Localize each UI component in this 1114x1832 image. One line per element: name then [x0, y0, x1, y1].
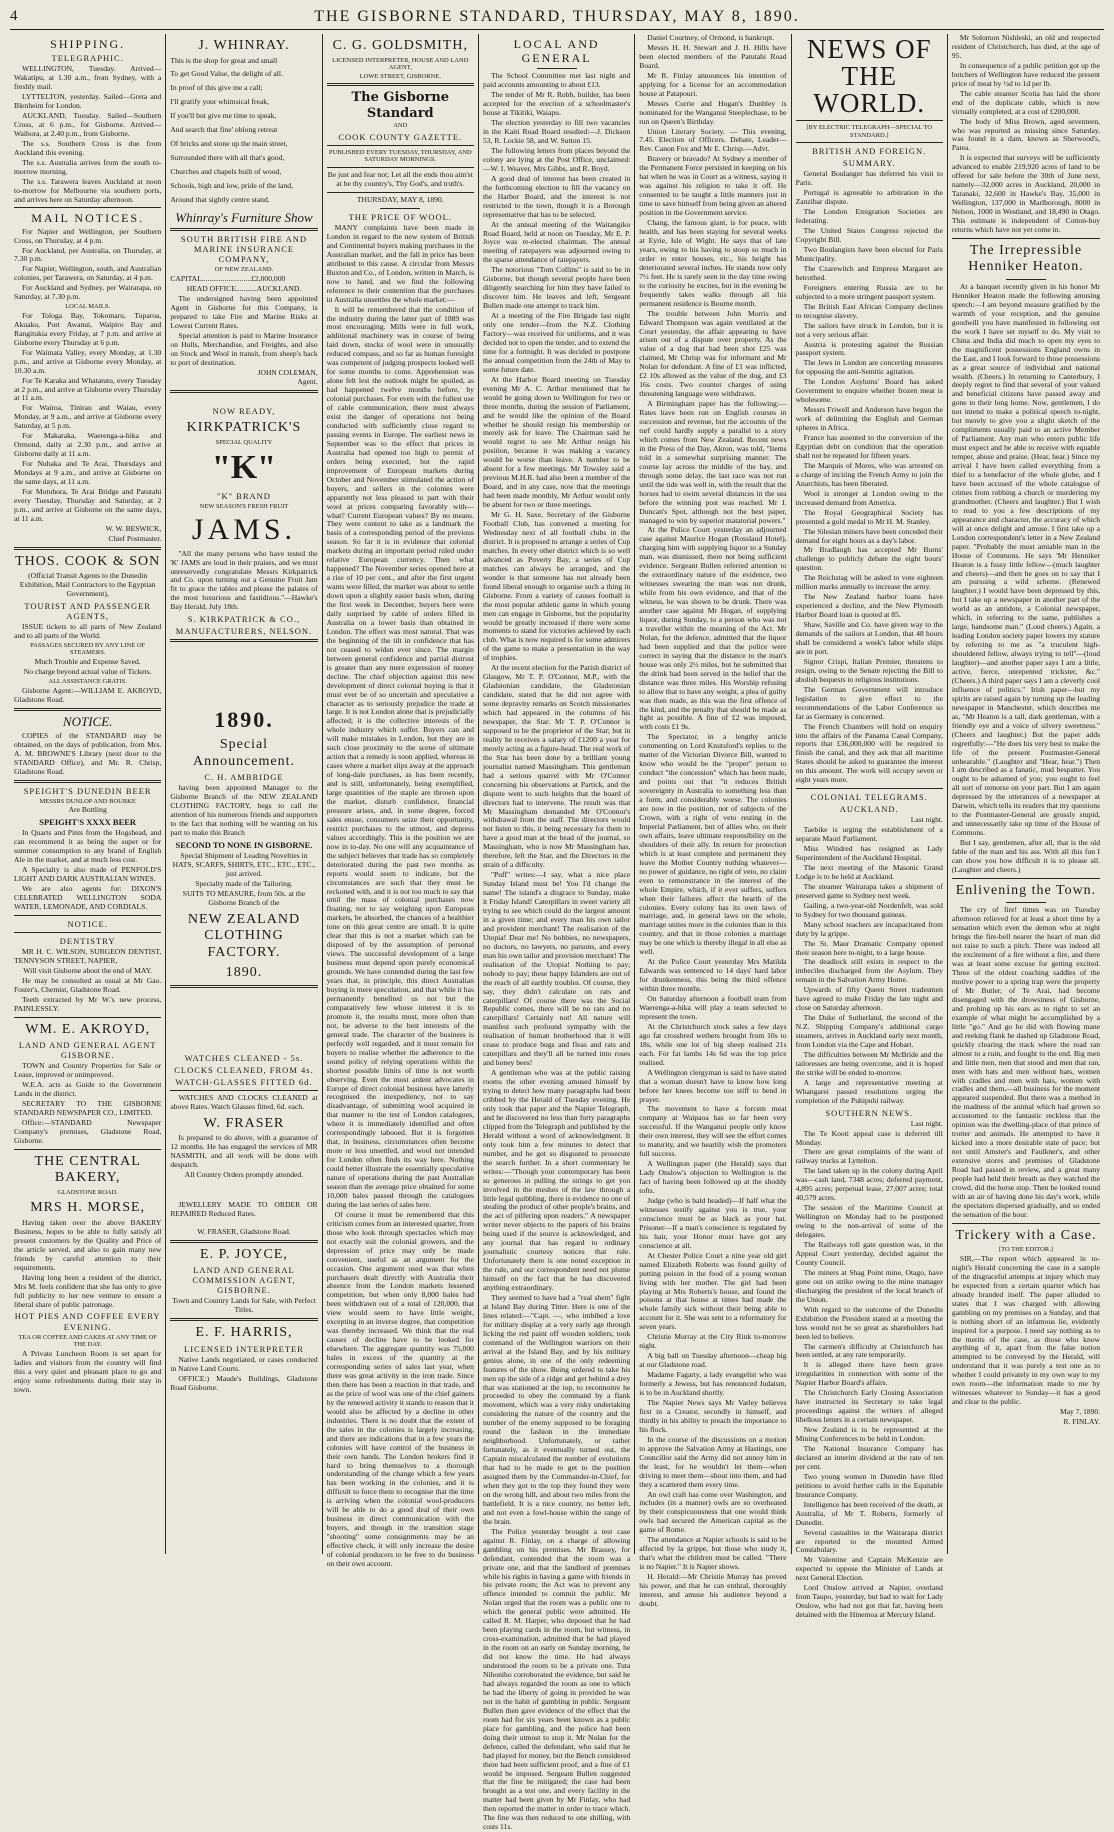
paragraph: Town and Country Lands for Sale, with Perfect Titles. — [172, 1296, 316, 1315]
heading-auckland: AUCKLAND. — [839, 804, 899, 815]
paragraph: The British East African Company declines to recognise slavery. — [795, 301, 943, 320]
paragraph: Lord Onslow arrived at Napier, overland from Taupo, yesterday, but had to wait for Lady Onslow, who had not got that far, having been detained with the Hinemoa at Mercury Island. — [795, 1583, 943, 1620]
paragraph: MANY complaints have been made in London in regard to the new system of British and Continental buyers making purchases in the Australian market, and the fall in price has been attributed to this cause. A circular from Messrs Buxton and Co., of London, written in March, is now to hand, and we find the following reference to their contention that the purchases in Australia unsettles the whole market:— — [326, 223, 474, 304]
paragraph: A Specialty is also made of PENFOLD'S LIGHT AND DARK AUSTRALIAN WINES. — [14, 865, 162, 884]
paragraph: Mr Bradlaugh has accepted Mr Burns' challenge to publicly debate the eight hours' question. — [795, 545, 943, 573]
heading-1890: 1890. — [225, 965, 263, 981]
paragraph: He may be consulted as usual at Mr Gao. Foster's, Chemist, Gladstone Road. — [14, 975, 162, 994]
paragraph: It is expected that surveys will be sufficiently advanced to enable 219,920 acres of land to be offered for sale before the 30th of June next, namely—32,000 acres in Auckland, 20,000 in Taranaki, 32,600 in Hawke's Bay, 35,000 in Wellington, 137,000 in Marlborough, 8000 in Nelson, 1000 in Westland, and 18,490 in Otago. This estimate is independent of Cotton-buy returns which have not yet come in. — [951, 153, 1101, 235]
paragraph: The Jews in London are concerting measures for opposing the anti-Semitic agitation. — [795, 358, 943, 377]
paragraph: Wool is stronger at London owing to the increased demand from America. — [795, 488, 943, 507]
signature: Chief Postmaster. — [108, 533, 162, 543]
heading-notice: NOTICE. — [62, 713, 113, 729]
poem-line: Of bricks and stone up the main street, — [170, 139, 288, 149]
paragraph: The New Zealand harbor loans have experienced a decline, and the New Plymouth Harbor Board loan is quoted at 85. — [795, 592, 943, 620]
poem-line: Around that sightly centre stand. — [170, 195, 270, 205]
paragraph: At the recent election for the Parish district of Glasgow, Mr T. P. O'Connor, M.P., with the Gladstonian candidate, the Gladstonian candidate, stated that he did not agree with some depravity remarks on Scotch missionaries which had appeared in the columns of his newspaper, the Star. Mr T. P. O'Connor is supposed to be the proprietor of the Star; but in reality he receives a salary of £1200 a year for merely acting as a figure-head. The real work of the Star has been done by a brilliant young journalist named Massingham. This gentleman had a serious quarrel with Mr O'Connor concerning his observations at Partick, and the dispute went to such heights that the board of directors had to intervene. The result was that Mr Massingham demanded Mr O'Connor's withdrawal from the staff. The directors would not listen to this, it being necessary for them to have a good man at the head of the journal, so Massingham, who is now Mr Massingham has, therefore, left the Star, and the Directors in the strain of a difficulty. — [482, 663, 631, 870]
heading-summary: SUMMARY. — [842, 158, 896, 169]
divider — [170, 228, 317, 231]
paragraph: Austria is protesting against the Russian passport system. — [795, 339, 943, 358]
paragraph: All Country Orders promptly attended. — [184, 1170, 304, 1180]
paragraph: The next meeting of the Masonic Grand Lodge is to be held at Auckland. — [795, 862, 943, 881]
divider — [170, 1240, 317, 1243]
paragraph: The United States Congress rejected the Copyright Bill. — [795, 226, 943, 245]
paragraph: A good deal of interest has been created in the forthcoming election to fill the vacancy on the Harbor Board, and the interest is not restricted to the town, though it is a Borough representative that has to be selected. — [482, 173, 631, 219]
paragraph: With regard to the outcome of the Dunedin Exhibition the President stated at a meeting the loss would not be so great as shareholders had been led to believe. — [795, 1304, 943, 1341]
paragraph: The School Committee met last night and paid accounts amounting to about £13. — [482, 71, 631, 90]
paragraph: H. Herald:—Mr Christie Murray has proved his power, and that he can enthral, thoroughly interest, and amuse his audience beyond a doubt. — [639, 1572, 787, 1608]
subheading: MANUFACTURERS, NELSON. — [175, 626, 313, 637]
paragraph: Native Lands negotiated, or cases conducted in Native Land Courts. — [170, 1354, 318, 1373]
paragraph: The cable steamer Scotia has laid the shore end of the duplicate cable, which is now virtually completed, at a cost of £200,000. — [951, 88, 1101, 116]
heading-akroyd: WM. E. AKROYD, — [25, 1021, 151, 1037]
paragraph: Messrs H. H. Stewart and J. H. Hills have been elected members of the Patutahi Road Board. — [639, 42, 787, 70]
subheading: "K" BRAND — [216, 490, 271, 501]
paragraph: Mr G. H. Saxe, Secretary of the Gisborne Football Club, has convened a meeting for Wednesday next of all football clubs in the district. It is proposed to arrange a series of Cup matches. In every other district which is so well advanced as Poverty Bay, a series of Cup matches can always be arranged, and the wonder is that someone has not already been found liberal enough to organise such a thing in Gisborne. From a variety of causes football is the most popular athletic game in which young men can engage in Gisborne, but the popularity would be greatly increased if there were some moments to stand for victories achieved by each club. What is now required is for some admirers of the game to make a presentation in the way of trophies. — [482, 510, 631, 663]
subheading: GLADSTONE ROAD. — [57, 1188, 118, 1196]
masthead-title: THE GISBORNE STANDARD, THURSDAY, MAY 8, 1890. — [314, 7, 800, 25]
paragraph: The Czarewitch and Empress Margaret are betrothed. — [795, 263, 943, 282]
paragraph: The following letters from places beyond the colony are lying at the Post Office, unclaimed:—W. I. Weaver, Mrs Gibbs, and R. Boyd. — [482, 145, 631, 173]
subheading: LICENSED INTERPRETER, HOUSE AND LAND AGENT, — [332, 56, 469, 72]
paragraph: Mr Valentine and Captain McKenzie are expected to oppose the Minister of Lands at next General Election. — [795, 1555, 943, 1583]
subheading: CLOCKS CLEANED, FROM 4s. — [174, 1064, 314, 1075]
column-1 — [10, 34, 166, 1554]
paragraph: Taebike is urging the establishment of a separate Maori Parliament. — [795, 825, 943, 844]
paragraph: For Makaraka, Waerenga-a-hika and Ormond, daily at 2.30 p.m., and arrive at Gisborne daily at 11 a.m. — [14, 431, 162, 459]
paragraph: The undersigned having been appointed Agent in Gisborne for this Company, is prepared to take Fire and Marine Risks at Lowest Current Rates. — [170, 293, 318, 330]
divider — [952, 1223, 1100, 1224]
paragraph: For Waimata Valley, every Monday, at 1.30 p.m., and arrive at Gisborne every Monday, at 10.30 a.m. — [14, 347, 162, 375]
paragraph: The cry of fire! times was on Tuesday afternoon relieved for at least a short time by a sensation which even the demon who at night brings the fire-bell nearer the heart of man did not raise to such a pitch. There was indeed all the excitement of a fire without a fire, and there was at least some excuse for getting excited. Three of the oldest coaching saddles of the motive power to a spring trap were the property of Mr Butler, of Te Arai, had become disengaged with the drowsiness of Gisborne, and probing up his ears as to right to set an example of what might be accomplished by a little "go." And go he did with flowing mane and reeking flank he dashed up Gladstone Road, quickly clearing the track where the road ran almost to a ruin, and fought to the end. Big men and little men, men that stood and men that ran, men with hats and men without hats, women with cradles and men with hats, women with cradles and them,—all business for the moment appeared suspended. But there was a method in the madness of the animal which had grown so accustomed to the fantastic reckless that the opinion was the dwelling-place of that prince of trotter and animals. He attempted to have it kicked into a more desirable state of pace; but not until Amster's and Faulkner's, and other extensive stores and premises of Gladstone Road had passed in review, and a great many people had held their breath as they watched the crowd, did the horse stop. Then he looked round with an air of having done his day's work, while the spectators dispersed gradually, and so ended the sensation of the hour. — [951, 905, 1101, 1219]
paragraph: We are also agents for: DIXON'S CELEBRATED WELLINGTON SODA WATER, LEMONADE, AND CORDIALS. — [14, 884, 162, 911]
heading-mail: MAIL NOTICES. — [31, 211, 145, 226]
heading-special-announcement: Special Announcement. — [192, 737, 295, 769]
heading-news-of-the-world: NEWS OF THE WORLD. — [806, 34, 932, 118]
poem-line: To get Good Value, the delight of all. — [170, 69, 283, 79]
paragraph: The s.s. Southern Cross is due from Auckland this evening. — [14, 138, 162, 157]
heading-local-and-general: LOCAL AND GENERAL — [513, 37, 600, 66]
paragraph: In the course of the discussions on a motion to approve the Salvation Army at Hastings, one Councillor said the Army did not annoy him in the least, for he wouldn't let them—when driving to meet them—shout into them, and had they a scattered them every time. — [639, 1434, 787, 1489]
paragraph: The tender of Mr R. Robb, builder, has been accepted for the erection of a schoolmaster's house at Tikitiki, Waiapu. — [482, 90, 631, 118]
paragraph: The Royal Geographical Society has presented a gold medal to Mr H. M. Stanley. — [795, 507, 943, 526]
paragraph: Having taken over the above BAKERY Business, hopes to be able to fully satisfy all present customers by the Quality and Price of the article served, and also to gain many new friends by careful attention to their requirements. — [14, 1217, 162, 1272]
paragraph: The difficulties between Mr McBride and the tailoresses are being overcome, and it is hoped the strike will be ended to-morrow. — [795, 1050, 943, 1077]
paragraph: A Private Luncheon Room is set apart for ladies and visitors from the country will find this a very quiet and pleasant place to go and enjoy some refreshments during their stay in town. — [14, 1348, 162, 1394]
paragraph: For Napier, Wellington, south, and Australian colonies, per Tarawera, on Saturday, at 4 p.m. — [14, 264, 162, 283]
paragraph: W.E.A. acts as Guide to the Government Lands in the district. — [14, 1080, 162, 1099]
dateline: Last night. — [910, 1118, 943, 1128]
heading-henniker-heaton: The Irrepressible Henniker Heaton. — [968, 242, 1084, 275]
paragraph: A Birmingham paper has the following:—Rates have been run on English courses in succession and revenue, but the accounts of the turf could hardly supply a parallel to a story which comes from New Zealand. Recent news in the Press of the Day, Akron, was told, "Items told in a somewhat surprising manner. The course lay across the middle of the bay, and through some delay, the last race was not run until the tide was well in, with the result that the horses had to swim several distances in the sea before the winning post was reached. Mr J. Duncan's Spot, although not the best paper, managed to win by superior matatorial powers." — [639, 399, 787, 525]
paragraph: The deadlock still exists in respect to the imbeciles discharged from the Asylum. They remain in the Salvation Army Home. — [795, 957, 943, 985]
subheading: [TO THE EDITOR.] — [998, 1246, 1053, 1254]
column-3 — [323, 34, 479, 1569]
divider — [327, 145, 474, 146]
paragraph: Are Bottling — [68, 805, 107, 815]
paragraph: The Marquis of Mores, who was arrested on a charge of inciting the French Army to join the Anarchists, has been liberated. — [795, 460, 943, 488]
paragraph: A Wellington paper (the Herald) says that Lady Onslow's objection to Wellington is the fact of having been followed up at the shoddy tofts. — [639, 1159, 787, 1196]
paragraph: WELLINGTON, Tuesday. Arrived—Wakatipu, at 1.30 a.m., from Sydney, with a freshly mail. — [14, 64, 162, 92]
poem-line: This is the shop for great and small — [170, 55, 278, 65]
paragraph: At a meeting of the Fire Brigade last night only one tender—from the N.Z. Clothing Factory—was received for uniforms, and it was decided not to open the tender, and to extend the time for a fortnight. It was decided to postpone the annual competition from the 24th of May to some future date. — [482, 311, 631, 374]
paragraph: At the Christchurch stock sales a few days ago fat crossbred wethers brought from 10s to 18s, while one lot of big sheep realised 21s each. For fat lambs 14s 6d was the top price realised. — [639, 1021, 787, 1067]
paragraph: The session of the Maritime Council at Wellington on Monday had to be postponed owing to the non-arrival of some of the delegates. — [795, 1203, 943, 1240]
paragraph: Upwards of fifty Queen Street tradesmen have agreed to make Friday the late night and close on Saturday afternoon. — [795, 985, 943, 1013]
paragraph: COPIES of the STANDARD may be obtained, on the days of publication, from Mrs. A. M. BROWNE'S Library (next door to the STANDARD Office), and Mr. R. Chrisp, Gladstone Road. — [14, 730, 162, 776]
heading-notice: NOTICE. — [67, 918, 108, 929]
paragraph: A Wellington clergyman is said to have stated that a woman doesn't have to know how long before her knees become too stiff to bend in prayer. — [639, 1067, 787, 1104]
paragraph: The St. Maur Dramatic Company opened their season here to-night, to a large house. — [795, 938, 943, 957]
divider — [14, 547, 161, 550]
divider — [170, 639, 317, 642]
subheading: LOWE STREET, GISBORNE. — [359, 72, 441, 80]
page-number: 4 — [10, 8, 20, 24]
paragraph: At the Police Court yesterday Mrs Matilda Edwards was sentenced to 14 days' hard labor for drunkenness, this being the third offence within three months. — [639, 957, 787, 994]
heading-morse: MRS H. MORSE, — [30, 1200, 146, 1216]
paragraph: Teeth extracted by Mr W.'s new process, PAINLESSLY. — [14, 994, 162, 1013]
divider — [14, 915, 161, 916]
paragraph: HEAD OFFICE...........AUCKLAND. — [186, 283, 302, 293]
paragraph: Chang, the famous giant, is for peace, with health, and has been staying for several weeks at Eyrie, Isle of Wight. He says that of late years, owing to his having to stoop so much in order to enter houses, etc., his height has deteriorated several inches. He stands now only 7½ feet. He is rarely seen in the day time owing to the curiosity he excites, but in the evening he frequently takes walks through all his permanent residence is Bourne month. — [639, 218, 787, 308]
paragraph: Will visit Gisborne about the end of MAY. — [23, 965, 153, 975]
poem — [170, 57, 317, 205]
paragraph: Christie Murray at the City Rink to-morrow night. — [639, 1332, 787, 1351]
paragraph: France has assented to the conversion of the Egyptian debt on condition that the operation shall not be repeated for fifteen years. — [795, 433, 943, 460]
paragraph: "Puff" writes:—I say, what a nice place Sunday Island must be! You I'd change the name! The island's a disgrace to Sunday, make it Friday Island! Caterpillars in sweet variety all trying to see which could do the largest amount in a given time; and every man his own tailor and provident merchant! The realisation of the Utopia! Dear me! No bobbies, no newspapers, no doctors, no lawyers, no parsons, and every man his own tailor and provision merchant! The realisation of the Utopia! Nothing to pay; nobody to pay; these happy Islanders are out of the reach of all earthly troubles. Of course, they say, they didn't calculate on rats and caterpillars! Of course there was the Social Republic comes, there will be no rats and no caterpillars! Certainly not! All nature will manifest such profound sympathy with the realisation of human brotherhood that it will cease to produce bugs and fleas and rats and caterpillars and they'll all be turned into roses and honey bees! — [482, 870, 631, 1068]
masthead — [10, 4, 1104, 30]
subheading: MESSRS DUNLOP AND BOURKE — [39, 797, 136, 805]
heading-colonial-telegrams: COLONIAL TELEGRAMS. — [810, 792, 928, 803]
paragraph: WATCHES AND CLOCKS CLEANED at above Rates. Watch Glasses fitted, 6d. each. — [170, 1092, 318, 1111]
divider — [796, 120, 943, 121]
poem-line: Churches and chapels built of wood, — [170, 167, 282, 177]
heading-furniture-show: Whinray's Furniture Show — [175, 210, 313, 225]
paragraph: Miss Windred has resigned as Lady Superintendent of the Auckland Hospital. — [795, 844, 943, 862]
subheading: LAND AND GENERAL COMMISSION AGENT, GISBORNE. — [192, 1265, 296, 1296]
paragraph: Union Literary Society. — This evening, 7.45. Election of Officers. Debate, Leader—Rev. Canon Fox and Mr E. Chrisp.—Advt. — [639, 126, 787, 154]
paragraph: At the Harbor Board meeting on Tuesday evening Mr A. C. Arthur mentioned that he would be going down to Wellington for two or three months, during the session of Parliament, and he would like the opinion of the Board whether he should resign his membership or merely ask for leave. The Chairman said he would regret to see Mr Arthur resign his position, because it was making a vacancy would be worse than leave. A number to be absent for a few meetings. Mr Towsley said a previous M.H.R. had also been a member of the Board, and in any case, now that the meetings had been made monthly, Mr Arthur would only be absent for two or three meetings. — [482, 374, 631, 510]
signature: Agent. — [297, 377, 318, 387]
paragraph: At the annual meeting of the Waitangiko Road Board, held at noon on Tuesday, Mr E. P. Joyce was re-elected chairman. The annual meeting of ratepayers was adjourned owing to the sparse attendance of ratepayers. — [482, 219, 631, 265]
subheading: C. H. AMBRIDGE — [204, 772, 284, 783]
paragraph: The attendance at Napier schools is said to be affected by la grippe, but those who study it, that's what the children must be called. "There is no Napier." It is Napier shows. — [639, 1535, 787, 1572]
paragraph: The trouble between John Morris and Edward Thompson was again ventilated at the Court yesterday, the affair appearing to have arisen out of a dispute over property. As the value of a dog that had been shot £25 was claimed, Mr Chrisp was for informant and Mr Nolan for defendant. A fine of £1 was inflicted, £2 10s allowed as the value of the dog, and £3 16s costs. Two counter charges of using threatening language were withdrawn. — [639, 308, 787, 399]
poem-line: Schools, high and low, pride of the land, — [170, 181, 293, 191]
heading-enlivening-the-town: Enlivening the Town. — [955, 882, 1097, 898]
poem-line: In proof of this give me a call; — [170, 83, 263, 93]
subheading: COOK COUNTY GAZETTE. — [338, 131, 463, 142]
paragraph: Shaw, Saville and Co. have given way to the demands of the sailors at London, that 48 hours shall be considered a week's labor while ships are in port. — [795, 620, 943, 656]
subheading: TEA OR COFFEE AND CAKES AT ANY TIME OF THE DAY. — [18, 1333, 157, 1349]
paragraph: For Napier and Wellington, per Southern Cross, on Thursday, at 4 p.m. — [14, 226, 162, 245]
paragraph: On Saturday afternoon a football team from Waerenga-a-hika will play a team selected to represent the town. — [639, 994, 787, 1021]
heading-south-british: SOUTH BRITISH FIRE AND MARINE INSURANCE COMPANY, — [180, 234, 308, 265]
heading-kirkpatrick: KIRKPATRICK'S — [186, 420, 302, 436]
divider — [380, 208, 420, 209]
paragraph: The s.s. Australia arrives from the south to-morrow morning. — [14, 157, 162, 176]
paragraph: Office:—STANDARD Newspaper Company's premises, Gladstone Road, Gisborne. — [14, 1117, 162, 1145]
subheading: WATCHES CLEANED - 5s. — [184, 1052, 304, 1063]
paragraph: The notorious "Tom Collins" is said to be in Gisborne, but though several people have been diligently searching for him they have failed to discover him. He leaves and left, Sergeant Bullen made one attempt to track him. — [482, 265, 631, 311]
paragraph: Many school teachers are incapacitated from duty by la grippe. — [795, 919, 943, 938]
poem-line: And search that fine' oblong retreat — [170, 125, 278, 135]
paper-nameplate: The Gisborne Standard — [351, 90, 450, 121]
subheading: S. KIRKPATRICK & CO., — [187, 614, 301, 625]
paragraph: For Nuhaka and Te Arai, Thursdays and Mondays at 9 a.m., and arrive at Gisborne on the same days, at 11 a.m. — [14, 459, 162, 487]
subheading: LICENSED INTERPRETER — [184, 1343, 304, 1354]
paragraph: MR H. C. WILSON, SURGEON DENTIST, TENNYSON STREET, NAPIER, — [14, 946, 162, 965]
heading-fraser: W. FRASER — [203, 1115, 285, 1131]
paragraph: CAPITAL..........................£2,000,000 — [170, 274, 286, 284]
divider — [1006, 279, 1046, 280]
subheading-local-mails: LOCAL MAILS. — [65, 303, 111, 311]
divider — [327, 83, 474, 86]
paragraph: The s.s. Tarawera leaves Auckland at noon to-morrow for Melbourne via southern ports, and arrives here on Saturday afternoon. — [14, 176, 162, 204]
paragraph: The carmen's difficulty at Christchurch has been settled, at any rate temporarily. — [795, 1341, 943, 1360]
divider — [170, 390, 317, 393]
subheading: PASSAGES SECURED BY ANY LINE OF STEAMERS. — [30, 641, 146, 657]
divider — [14, 780, 161, 783]
paragraph: The German Government will introduce legislation to give effect to the recommendations of the Labor Conference so far as Germany is concerned. — [795, 684, 943, 721]
paragraph: Having long been a resident of the district, Mrs M. feels confident that she has only to give full publicity to her new venture to ensure a liberal share of public patronage. — [14, 1272, 162, 1309]
divider — [327, 167, 474, 168]
divider — [796, 788, 943, 789]
paragraph: Special Shipment of Leading Novelties in HATS, SCARFS, SHIRTS, ETC., ETC., ETC., just arrived. — [172, 851, 316, 878]
columns — [10, 33, 1104, 1832]
subheading: OF NEW ZEALAND. — [214, 266, 274, 274]
column-5 — [635, 33, 791, 1608]
divider — [327, 192, 474, 193]
paragraph: The Duke of Sutherland, the second of the N.Z. Shipping Company's additional cargo steamers, arrives in Auckland early next month, from London via the Cape and Hobart. — [795, 1013, 943, 1050]
paragraph: JEWELLERY MADE TO ORDER OR REPAIRED Reduced Rates. — [170, 1200, 318, 1219]
divider — [1006, 902, 1046, 903]
paragraph: Mr R. Finlay announces his intention of applying for a license for an accommodation house at Patapouri. — [639, 70, 787, 98]
paragraph: But I say, gentlemen, after all, that is the old fable of the man and his ass. With all this fun I can show you how difficult it is to please all. (Laughter and cheers.) — [951, 838, 1101, 874]
divider — [796, 142, 943, 143]
divider — [952, 878, 1100, 879]
issue-date: THURSDAY, MAY 8, 1890. — [356, 195, 444, 205]
paragraph: At a banquet recently given in his honor Mr Henniker Heaton made the following amusing speech:—I am beyond measure gratified by the warmth of your reception, and the genuine goodwill you have manifested in following out the work I have set myself to do. My visit to China and India did much to open my eyes to the magnificent possessions England owns in the East, and I look forward to those possessions as a great source of individual and national wealth. (Cheers.) In returning to Canterbury, I deeply regret to find that several of your valued and beneficial citizens have passed away and gone to their long home. Now, gentlemen, I do not intend to make a political speech to-night, but merely to give you a slight sketch of the compliments usually paid to an active Member of Parliament. Any man who enters public life must expect and be able to receive with equable temper, abuse and praise. (Hear, hear.) Since my arrival I have been called everything from a thief to a benefactor of the whole globe, and I have been accused of the whole catalogue of crimes from robbing a church or murdering my grandmother. (Cheers and laughter.) But I wish to read to you a few descriptions of my appearance and character, the accuracy of which will at once delight and amuse. I first take up a London correspondent's letter in a New Zealand paper. "Probably the most amiable man in the House of Commons. He says 'Mr Henniker Heaton is a fussy little fellow—(much laughter and cheers)—and then he goes on to say that I am pursuing a wild scheme. (Renewed laughter.) I would have been depressed by this, but I take up a newspaper in another part of the world as an antidote, a Colonial newspaper, which, in referring to the same, publishes a large, handsome man." (Loud cheers.) Again, a leading London society paper lowers my stature by referring to me as "a truculent high-shouldered fellow, always trying to tell"—(loud laughter)—and another paper says I am a little, active, fierce, unrepented trickster, &c." (Cheers.) A third paper says I am a cleverly cool influence of politics." Irish paper—but my spirits are raised again by turning up the leading newspaper in Manchester, which describes me as, "Mr Heaton is a tall, dark gentleman, with a friendly eye and a voice of silvery sweetness." (Cheers and laughter.) But the paper adds regretfully:—"He does his very best to make the life of the present Postmaster-General unbearable." (Laughter and "Hear, hear.") Then I am described as a fanatic, mud bespatter. You ought to be ashamed of you; you ought to feel all sort of remorse on your part. But I am again depressed by the utterances of a newspaper at Darwin, which tells its readers that my questions to the Postmaster-General are grossly stupid, and unnecessarily take up time of the House of Commons. — [951, 282, 1101, 838]
subheading: LAND AND GENERAL AGENT GISBORNE. — [18, 1040, 157, 1061]
paragraph: The sailors have struck in London, but it is not a very serious affair. — [795, 320, 943, 339]
heading-harris: E. F. HARRIS, — [195, 1325, 293, 1341]
paragraph: They seemed to have had a "real shem" fight at Island Bay during Titter. Here is one of the lines related:—"Capt. —, who imbibed a love for military display at a very early age through licking the red paint off wooden soldiers, took command of the Wellington warriors on their arrival at the Island Bay, and by his military genius alone, in one of the only redeeming features of the show. Being ordered to take his men up the side of a ridge and get behind a drey that was stationed at the top, to reconnoitre he proceeded to obey the command by a flank movement, which was a very risky undertaking considering the nature of the country and the number of the enemy supposed to be foraging round the fashion in the immediate neighborhood. Unfortunately, or rather fortunately, as it eventually turned out, the Captain miscalculated the number of evolutions that had to be made to get to the position assigned them by the Commander-in-Chief, for when they got to the top they found they were on the wrong hill, and about two miles from the battlefield. It is a nice country, no better left, and not even a fowl-house within the range of the brain. — [482, 1292, 631, 1526]
column-6 — [792, 34, 948, 1620]
paragraph: The National Insurance Company has declared an interim dividend at the rate of ten per cent. — [795, 1443, 943, 1471]
paragraph: The Te Kooti appeal case is deferred till Monday. — [795, 1128, 943, 1147]
k-brand-mark: "K" — [211, 449, 277, 487]
paragraph: Specialty made of the Tailoring. — [195, 878, 293, 888]
paragraph: Bravery or bravado? At Sydney a member of the Permanent Force persisted in keeping on his hat when he was in Court as a witness, saying it was against his religion to take it off. He consented to be taught a little manners just in time to save himself from being given an altered position in the Government service. — [639, 154, 787, 218]
paragraph: ISSUE tickets to all parts of New Zealand and to all parts of the World. — [14, 621, 162, 640]
publication-note: PUBLISHED EVERY TUESDAY, THURSDAY, AND SATURDAY MORNINGS. — [328, 148, 472, 164]
paragraph: Foreigners entering Russia are to be subjected to a more stringent passport system. — [795, 282, 943, 301]
paragraph: There are great complaints of the want of railway trucks at Lyttelton. — [795, 1147, 943, 1166]
paragraph: In consequence of a public petition got up the butchers of Wellington have reduced the present price of meat by ½d to 1d per lb. — [951, 60, 1101, 88]
subheading: [BY ELECTRIC TELEGRAPH—SPECIAL TO STANDARD.] — [806, 124, 933, 139]
heading-nz-clothing: NEW ZEALAND CLOTHING FACTORY. — [187, 911, 301, 960]
paragraph: Special attention is paid to Marine Insurance on Hulls, Merchandise, and Freights, and also on Stock and Wool in transit, from sheep's back to port of destination. — [170, 330, 318, 367]
paragraph: The London Emigration Societies are federating. — [795, 207, 943, 226]
paragraph: For Tologa Bay, Tokomaru, Tuparoa, Akuaku, Port Awanui, Waipiro Bay and Rangitukia every Friday, at 7 p.m. and arrive at Gisborne every Thursday at 6 p.m. — [14, 310, 162, 347]
paragraph: Two Boulangists have been elected for Paris Municipality. — [795, 244, 943, 263]
signature: JOHN COLEMAN, — [257, 367, 318, 377]
paragraph: For Auckland and Sydney, per Wairarapa, on Saturday, at 7.30 p.m. — [14, 283, 162, 302]
divider — [537, 68, 577, 69]
subheading: NEW SEASON'S FRESH FRUIT — [199, 502, 289, 510]
heading-jams: JAMS. — [191, 513, 297, 547]
paragraph: Intelligence has been received of the death, at Australia, of Mr T. Roberts, formerly of Dunedin. — [795, 1499, 943, 1527]
paragraph: Gailing, a two-year-old Nordenfelt, was sold to Sydney for two thousand guineas. — [795, 900, 943, 919]
paragraph: The Silesian miners have been conceded their demand for eight hours as a day's labor. — [795, 526, 943, 545]
paragraph: Madame Fagarty, a lady evangelist who was formerly a Jewess, but has renounced Judaism, is to be in Auckland shortly. — [639, 1370, 787, 1398]
paragraph: Signor Crispi, Italian Premier, threatens to resign, owing to the Senate rejecting the Bill to abolish bequests to religious institutions. — [795, 656, 943, 684]
paragraph: The Police yesterday brought a test case against R. Finlay, on a charge of allowing gambling on his premises. Mr Brassey, for defendant, contended that the room was a private one, and that the landlord of premises while his rights in having a game with friends in his private room; the Act was to prevent any offence intended to commit the public. Mr Nolan urged that the room was a public one to which the general public were admitted. He called R. M. Harper, who deposed that he had been playing cards in the room, but witness, in cross-examination, admitted that he had played in the room on an early on Sunday morning, he did not know the time. He had always understood the room to be a private one. Tuta Nihoniho corroborated the evidence, but said he had always regarded the room as one to which he had the liberty of going in provided he was not in the habit of gambling in public. Sergeant Bullen then gave evidence of the effect that the room had for six years been known as a public place for gambling, and the police had been doing their utmost to stop it. Mr Nolan for the defence, called the defendant, who said that he had played for money, but the Bench considered there had been sufficient proof, and a fine of £1 would be imposed. Sergeant Bullen suggested that the fine be mitigated; the case had been brought as a test one, and every facility in the matter had been given by Mr Finlay, who had then reported the matter in order to trace which. The fine was then reduced to one shilling, with costs 11s. — [482, 1526, 631, 1832]
heading-shipping: SHIPPING. — [50, 37, 126, 51]
column-7 — [948, 34, 1104, 1554]
paragraph: At Chester Police Court a nine year old girl named Elizabeth Roberts was found guilty of putting poison in the food of a young woman living with her mother. The girl had been playing at Mrs Roberts's house, and found the poisons at that house at times had made the whole family sick without their being able to account for it. She was sent to a reformatory for seven years. — [639, 1250, 787, 1332]
paragraph: having been appointed Manager to the Gisborne Branch of the NEW ZEALAND CLOTHING FACTORY, begs to call the attention of his numerous friends and supporters to the fact that nothing will be wanting on his part to make this Branch — [170, 783, 318, 838]
divider — [14, 932, 161, 933]
paragraph: The London Asylums' Board has asked Government to enquire whether frozen meat is wholesome. — [795, 377, 943, 405]
paragraph: New Zealand is to be represented at the Mining Conferences to be held in London. — [795, 1425, 943, 1444]
paragraph: Portugal is agreeable to arbitration in the Zanzibar dispute. — [795, 188, 943, 207]
paragraph: OFFICE:) Maude's Buildings, Gladstone Road Gisborne. — [170, 1373, 318, 1392]
paragraph: Of course it must be remembered that this criticism comes from an interested quarter, from those who look through spectacles which may not exactly suit the colonial growers, and the depression of price may only be made convenient, useful as an argument for the occasion. One argument used was that when purchasers dealt directly with Australia their absence from the London markets lessened competition, but when only 8,000 bales had been withdrawn out of a total of 120,000, that view would seem to have little weight, excepting in an inverse degree, that competition was thereby increased. We think that the real causes of decline have to be looked for elsewhere. The aggregate quantity was 75,000 bales in excess of the quantity at the corresponding series of sales last year, when there was great activity in the iron trade. Since then there has been a reaction in that trade, and as the price of wool was one of the chief gainers by the renewed activity it stands to reason that it would also be affected by a decline in other industries. There is no doubt that the extent of the sales in the colonies is largely increasing, and there are indications that in a few years the colonies will have control of the business in their own hands. The London brokers find it hard to bring themselves to a thorough understanding of the change which a few years has been working in the colonies, and it is difficult to force them to recognise that the time is arriving when the colonial wool-producers will be able to do a good deal of their own business in direct communication with the buyers, and though in the transition stage "shooting" some consignments may be an effective check, it will only increase the desire of colonial producers to be free to do business on their own account. — [326, 1209, 474, 1569]
divider — [14, 1149, 161, 1150]
paragraph: The Spectator, in a lengthy article commenting on Lord Knutsford's replies to the matter of the Victorian Divorce Bill, wanted to know who would be the "proper" person to conduct "the concession" which has been made, and points out that "it reduces British sovereignty in Australia to something less than a form, and considerably worse. The colonies are now in the position, not of subjects of the Crown, with a right of veto resting in the Imperial Parliament, but of allies who, on their own affairs, leave ultimate responsibility on the shoulders of their ally. In return for protection which is at least complete and permanent they leave the Mother Country nothing whatever—no power of guidance, no right of veto, no claim even to remonstrance in the interest of the whole Empire, which, if it ever suffers, suffers when their failures affect the hearth of the colonies. Every colony has its own laws of marriage, and, in general laws on the whole, marriage unites more in the colonies than in this country, and that in those colonies a marriage may be one which is thereby illegal in all else as well. — [639, 732, 787, 957]
paragraph: The miners at Shag Point mine, Otago, have gone out on strike owing to the mine manager discharging the president of the local branch of the Union. — [795, 1267, 943, 1304]
paragraph: An owl craft has come over Washington, and includes (in a manner) owls are so overheated by their conspicuousness that one would think owls had secured the American capital as the game of Rome. — [639, 1489, 787, 1535]
paragraph: The Christchurch Early Closing Association have instructed its Secretary to take legal proceedings against the writers of alleged libellous letters in a certain newspaper. — [795, 1388, 943, 1425]
paragraph: Messrs Currie and Hogan's Dunbley is nominated for the Wanganui Steeplechase, to be run on Queen's Birthday. — [639, 98, 787, 126]
paragraph: Gisborne Agent:—WILLIAM E. AKROYD, Gladstone Road. — [14, 685, 162, 704]
paragraph: SIR,—The report which appeared in to-night's Herald concerning the case in a sample of the disgraceful attempts at injury which may be expected from a certain quarter which has already branded itself. The paper alluded to states that I was charged with allowing gambling on my premises on a Sunday, and that is nothing short of an infamous lie, evidently inspired for a purpose. I need say nothing as to the merits of the case, as those who know anything of it, apart from the false notion attempted to be conveyed by the Herald, will understand that it was purely a test one as to whether I could privately in my own way to my own room—the information made to me by witnesses whatever to Sunday—it has a good and clear to the public. — [951, 1253, 1101, 1407]
divider — [14, 708, 161, 711]
paragraph: In Quarts and Pints from the Hogshead, and can recommend it as being the super or for summer consumption to any brand of English Ale in the market, and at much less cost. — [14, 828, 162, 865]
paragraph: TOWN and Country Properties for Sale or Lease, improved or unimproved. — [14, 1061, 162, 1080]
paragraph: The Reichstag will be asked to vote eighteen million marks annually to increase the army. — [795, 573, 943, 592]
heading-whinray: J. WHINRAY. — [198, 38, 290, 53]
paragraph: A large and representative meeting at Whangarei passed resolutions urging the completion of the Puhipuhi railway. — [795, 1077, 943, 1105]
paragraph: The Napier News says Mr Varley believes first in a Creator, secondly in himself, and thirdly in his ability to preach the importance to his flock. — [639, 1397, 787, 1434]
paragraph: No charge beyond actual value of Tickets. — [23, 667, 152, 677]
paragraph: Several casualties in the Wairarapa district are reported to the mounted Armed Constabulary. — [795, 1527, 943, 1555]
paragraph: (Official Transit Agents to the Dunedin Exhibition, Mail Contractors to the Egyptian Government), — [19, 571, 156, 598]
divider — [170, 985, 317, 988]
paragraph: It will be remembered that the condition of the industry during the latter part of 1889 was most encouraging. Mills were in full work, additional machinery was in course of being laid down, stocks of wool were in unusually reduced compass, and so far as human foresight was competent of judging prospects looked well for some months to come. Apprehension was alone felt lest the outlook might be spoiled, as had happened twelve months before, by colonial purchases. For even with the fullest use of cable communication, there must always exist the danger of operations not being conducted with sufficiently close regard to passing events in Europe. The earliest news in September was to the effect that prices in Australia had opened too high to permit of orders being executed, but the rapid improvement of European markets during October and November stimulated the action of buyers, and sellers in the colonies were apparently not less pleased to part with their wool at prices comparing favorably with—what? Current European values? By no means. They were content to take as a landmark the basis of a corresponding period of the previous season. So far it is in evidence that colonial markets during an important period ruled under relative European currency. Then what happened? The November series opened here at a rise of 10 per cent., and after the first urgent wants were filled, the market was about to settle down upon a slightly easier basis when, during the first week in December, buyers here were daily surprised by cable of orders filled in Australia on a lower basis than obtained in London. The effect was most natural. That was the beginning of the tilt in confidence that has not ceased to widen ever since. The margin between general confidence and partial distrust is greater than any mere expression of money decline. The chief objection against this new development of direct colonial buying is that it must ever be of so uncertain and speculative a character as to seriously prejudice the trade at large. It is not London alone that is prejudicially affected; it is the collective interests of the whole industry which suffer. Buyers can and will make mistakes in London, but they are in such close proximity to the scene of ultimate action that a remedy is soon applied, whereas in cases where a market slips away at the approach of long-dale purchases, as has been recently, and is still, unfortunately, being exemplified, large quantities of the staple are thrown upon the market, disturb confidence, financial pressure arises, and, in some degree, forced sales ensue, consumers seize their opportunity, restrict purchases to the utmost, and depress values accordingly. This is the position we are now in to-day. No one will any acquaintance of the subject believes that trade has so completely deteriorated during the past two months as reports would seem to indicate, but the circumstances are such that they must be reckoned with, and it is not too much to say that until the mass of colonial purchases now floating, not to say weighing upon European markets, be absorbed, the chances of a healthier tone on this great centre are small. It is quite clear that this is not a market which can be disposed of by the assumption of personal views. The successful development of a large business must depend upon purely economical grounds. We have contended during the last few years that, in principle, this direct Australian buying is mere speculation, and that while it has permanently benefited us not but the comparatively few whose interest it is to promote it, the results must, more often than not, be adverse to the best interests of the general trade. The character of the business is perfectly well regarded, and it must remain for buyers to realise whether the adherence to the sound policy of relying operations within the shortest possible limits of time is not worth observing. Even the most ardent advocates in Europe of direct colonial business have latterly recognised the inexpediency, not to say disadvantage, of submitting wool acquired in that manner to the test of London catalogues, where it is immediately identified and often correspondingly tabooed. But it is forgotten that, in business, circumstances often become more or less unsettled, and wool not intended for London often finds its way here. Nothing could better illustrate the essentially speculative nature of operations during the past Australian season than the average price obtained for some 10,000 bales passed through the catalogues during the last series of sales here. — [326, 304, 474, 1209]
poem-line: Surrounded there with all that's good, — [170, 153, 285, 163]
heading-speight: SPEIGHT'S DUNEDIN BEER — [23, 785, 152, 796]
divider — [170, 1090, 317, 1091]
heading-dentistry: DENTISTRY — [59, 935, 116, 946]
heading-goldsmith: C. G. GOLDSMITH, — [332, 38, 468, 53]
subheading: ALL ASSISTANCE GRATIS. — [48, 678, 127, 686]
divider — [14, 1017, 161, 1018]
paragraph: The body of Miss Brown, aged seventeen, who was reported as missing since Saturday, was found in a dam, known as Sherwood's, Patea. — [951, 116, 1101, 153]
signature: W. W. BESWICK, — [105, 523, 162, 533]
paragraph: Two young women in Dunedin have filed petitions to avoid further calls in the Equitable Insurance Company. — [795, 1471, 943, 1499]
column-2 — [166, 34, 322, 1554]
divider — [952, 238, 1100, 239]
heading-1890: 1890. — [214, 707, 274, 733]
paragraph: It is alleged there have been grave irregularities in connection with some of the Napier Harbor Board's affairs. — [795, 1360, 943, 1388]
paragraph: AUCKLAND, Tuesday. Sailed—Southern Cross, at 6 p.m., for Gisborne. Arrived—Waihora, at 2.40 p.m., from Gisborne. — [14, 110, 162, 138]
paragraph: For Te Karaka and Whatatutu, every Tuesday at 2 p.m., and arrive at Gisborne every Thursday at 11 a.m. — [14, 375, 162, 403]
heading-cook: THOS. COOK & SON — [15, 553, 161, 569]
paragraph: "All the many persons who have tested the 'K' JAMS are loud in their praises, and we must unreservedly congratulate Messrs Kirkpatrick and Co. upon turning out a Genuine Fruit Jam fit to grace the tables and please the palates of the most luxurious and fastidious."—Hawke's Bay Herald, July 18th. — [170, 548, 318, 612]
heading-telegraphic: TELEGRAPHIC. — [51, 53, 124, 64]
paragraph: The movement to have a forcem meat company at Waipaoa has so far been very successful. If the Wanganui people only know their own interest, they will see the effort comes to maturity, and we heartily wish the promoters full success. — [639, 1104, 787, 1159]
paragraph: For Motuhora, Te Arai Bridge and Patutahi every Tuesday, Thursday and Saturday, at 2 p.m., and arrive at Gisborne on the same days, at 11 a.m. — [14, 487, 162, 523]
paragraph: Mr Solomon Nishleski, an old and respected resident of Christchurch, has died, at the age of 95. — [951, 33, 1101, 60]
paragraph: Much Trouble and Expense Saved. — [34, 657, 141, 667]
paragraph: Daniel Courtney, of Ormond, is bankrupt. — [647, 33, 775, 42]
paragraph: At the Police Court yesterday an adjourned case against Maurice Hogan (Rosslaud Hotel), charging him with supplying liquor to a Sunday man, was dismissed, there not being sufficient evidence. Sergeant Bullen referred attention to the extraordinary nature of the evidence, two witnesses swearing the man was not drunk, while from his own evidence, and that of the witness, he was shown to be drunk. There was another case against Mr Hogan, of supplying liquor, during Sunday, to a person who was not a traveller within the meaning of the Act. Mr Nolan, for the defence, admitted that the liquor had been supplied and that the police were correct in saying that the distance to the man's house was only 2½ miles, but he submitted that the drink had been served in the belief that the distance was three miles. His Worship refusing to allow that to have any weight, a plea of guilty was then made, as this was the first offence of the kind, and the penalty that should be made as light as possible. A fine of £2 was imposed, with costs £1 9s. — [639, 525, 787, 732]
heading-joyce: E. P. JOYCE, — [200, 1246, 288, 1262]
heading-southern-news: SOUTHERN NEWS. — [825, 1107, 914, 1118]
subheading: SECOND TO NONE IN GISBORNE. — [175, 840, 313, 851]
paragraph: The French Chambers will hold on enquiry into the affairs of the Panama Canal Company, reports that £36,000,000 will be required to finish the canal, and they ask that all maritime States should be asked to guarantee the interest on this amount. The work will occupy seven or eight years more. — [795, 721, 943, 785]
paragraph: Judge (who is bald headed)—If half what the witnesses testify against you is true, your conscience must be as black as your hat. Prisoner—If a man's conscience is regulated by his hair, your Honor must have got any conscience at all. — [639, 1196, 787, 1250]
poem-line: I'll gratify your whimsical freak, — [170, 97, 269, 107]
paragraph: The Railways toll gate question was, in the Appeal Court yesterday, decided against the County Council. — [795, 1240, 943, 1267]
paragraph: W. FRASER, Gladstone Road. — [197, 1226, 291, 1236]
column-4 — [479, 34, 635, 1832]
heading-trickery-with-a-case: Trickery with a Case. — [955, 1227, 1097, 1243]
divider — [170, 1318, 317, 1321]
paragraph: A big ball on Tuesday afternoon—cheap big at our Gladstone road. — [639, 1351, 787, 1370]
subheading: AND — [393, 122, 408, 130]
paragraph: Is prepared to do above, with a guarantee of 12 months. He has engaged the services of MR NASMITH, and all work will be done with despatch. — [170, 1133, 318, 1170]
paragraph: SUITS TO MEASURE, from 50s. at the Gisborne Branch of the — [182, 888, 306, 907]
subheading: TOURIST AND PASSENGER AGENTS, — [24, 600, 151, 621]
signature: R. FINLAY. — [1063, 1417, 1101, 1426]
paragraph: LYTTELTON, yesterday. Sailed—Greta and Blenheim for London. — [14, 92, 162, 110]
paragraph: The land taken up in the colony during April was—cash land, 7348 acres; deferred payment, 4,895 acres; perpetual lease, 27,007 acres; total 40,579 acres. — [795, 1166, 943, 1203]
heading-price-of-wool: THE PRICE OF WOOL. — [348, 211, 452, 222]
subheading: NOW READY, — [212, 406, 276, 417]
paragraph: The steamer Wairarapa takes a shipment of preserved game to Sydney next week. — [795, 881, 943, 900]
divider — [14, 207, 161, 208]
poem-line: If you'll but give me time to speak, — [170, 111, 277, 121]
paragraph: For Wairoa, Tinirau and Waiau, every Monday, at 9 a.m., and arrive at Gisborne every Saturday, at 5 p.m. — [14, 403, 162, 431]
paragraph: For Auckland, per Australia, on Thursday, at 7.30 p.m. — [14, 245, 162, 264]
paragraph: SECRETARY TO THE GISBORNE STANDARD NEWSPAPER CO., LIMITED. — [14, 1098, 162, 1117]
paragraph: A gentleman who was at the public raising rooms the other evening amused himself by trying to detect how many paragraphs had been cribbed by the Herald of Tuesday evening. He only took that paper and the Napier Telegraph, and he discovered no less than forty paragraphs clipped from the Telegraph and published by the Herald without a word of acknowledgment. It only took him a few minutes to detect that number, and he got so disgusted to prosecute the search further. In a short commentary he writes:—"Though your contemporary has been so generous in pulling the strings to get you involved in the meshes of the law through a little legal quibbling, there is evidence no one of stealing the product of other people's brains, and the act of pilfering upon readers." A newspaper writer never objects to the papers of his brains being used if the source is acknowledged, and any journal that has regard to ordinary journalistic courtesy notices that rule. Unfortunately there is one noted exception in the rule, and our correspondent need not plume himself on the fact that he has discovered anything extraordinary. — [482, 1068, 631, 1293]
dateline: May 7, 1890. — [1060, 1407, 1101, 1417]
heading-bakery: THE CENTRAL BAKERY, — [34, 1153, 141, 1186]
paragraph: General Boulanger has deferred his visit to Paris. — [795, 169, 943, 188]
subheading: SPEIGHT'S XXXX BEER — [39, 817, 137, 828]
paragraph: The election yesterday to fill two vacancies in the Kaiti Road Board resulted:—J. Dickson 53, R. Lockie 58, and W. Sutton 15. — [482, 118, 631, 145]
dateline: Last night. — [910, 815, 943, 825]
motto: Be just and fear not; Let all the ends thou aim'st at be thy country's, Thy God's, and truth's. — [327, 170, 473, 189]
subheading: HOT PIES AND COFFEE EVERY EVENING. — [14, 1311, 161, 1332]
subheading: WATCH-GLASSES FITTED 6d. — [175, 1076, 313, 1087]
paragraph: Messrs Friwell and Anderson have begun the work of delimiting the English and German spheres in Africa. — [795, 405, 943, 433]
heading-british-and-foreign: BRITISH AND FOREIGN. — [812, 146, 927, 157]
subheading: SPECIAL QUALITY — [215, 438, 273, 446]
